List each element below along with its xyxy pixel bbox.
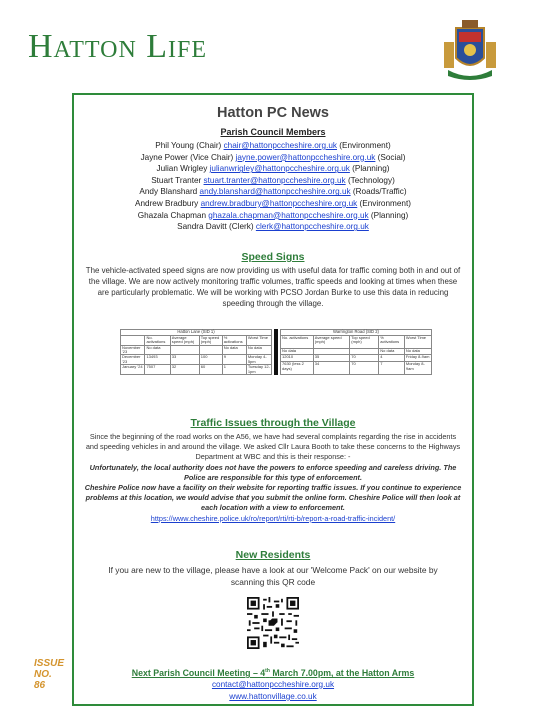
meeting-footer	[74, 665, 472, 703]
member-email-link[interactable]: chair@hattonpccheshire.org.uk	[223, 141, 338, 150]
new-residents-text: If you are new to the village, please have a look at our 'Welcome Pack' on our website by scanning this QR code	[108, 565, 438, 587]
table-warrington-road: Warrington Road (SID 2) No. activations Average speed (mph) Top speed (mph) % activations Worst Time No data No data No data 12010 35 70 4 Friday 8-9am 7630 (less 2 days) 34 70 7 Monday 8-9am	[280, 329, 432, 375]
police-report-link[interactable]: https://www.cheshire.police.uk/ro/report/rti/rti-b/report-a-road-traffic-incident/	[150, 513, 396, 523]
member-row: Jayne Power (Vice Chair) jayne.power@hattonpccheshire.org.uk (Social)	[140, 152, 406, 162]
content-frame	[72, 93, 474, 706]
table-row: 12010 35 70 4 Friday 8-9am	[281, 355, 432, 362]
new-residents-title: New Residents	[235, 549, 311, 561]
member-row: Stuart Tranter stuart.tranter@hattonpccheshire.org.uk (Technology)	[151, 175, 395, 185]
member-email-link[interactable]: jayne.power@hattonpccheshire.org.uk	[235, 152, 376, 162]
table-divider	[274, 329, 278, 375]
member-row: Ghazala Chapman ghazala.chapman@hattonpccheshire.org.uk (Planning)	[137, 210, 409, 220]
table-row: 7630 (less 2 days) 34 70 7 Monday 8-9am	[281, 362, 432, 375]
table-row: No data No data No data	[281, 348, 432, 355]
member-row: Andy Blanshard andy.blanshard@hattonpccheshire.org.uk (Roads/Traffic)	[139, 187, 407, 197]
member-email-link[interactable]: clerk@hattonpccheshire.org.uk	[255, 222, 369, 232]
parish-crest-icon	[442, 18, 498, 82]
member-row: Sandra Davitt (Clerk) clerk@hattonpccheshire.org.uk	[177, 222, 369, 232]
member-email-link[interactable]: andy.blanshard@hattonpccheshire.org.uk	[199, 187, 351, 197]
qr-code-icon[interactable]	[247, 597, 299, 649]
member-email-link[interactable]: stuart.tranter@hattonpccheshire.org.uk	[203, 175, 346, 185]
news-title: Hatton PC News	[217, 105, 329, 121]
speed-signs-title: Speed Signs	[241, 251, 305, 263]
members-title: Parish Council Members	[220, 127, 326, 137]
contact-email-link[interactable]: contact@hattonpccheshire.org.uk	[211, 679, 335, 689]
member-email-link[interactable]: ghazala.chapman@hattonpccheshire.org.uk	[208, 210, 369, 220]
issue-number: ISSUE NO. 86	[34, 658, 65, 691]
speed-data-tables	[120, 329, 432, 375]
website-link[interactable]: www.hattonvillage.co.uk	[229, 691, 317, 701]
traffic-issues-text: Since the beginning of the road works on the A56, we have had several complaints regarding the rise in accidents and speeding vehicles in and around the village. We asked Cllr Laura Booth to take these concerns to the Highways Department at WBC and this is their response: - Unfortunately, the local authority does not have the powers to enforce speeding and careless driving. The Police are responsible for this type of enforcement. Cheshire Police now have a facility on their website for reporting traffic issues. If you continue to experience problems at this location, we would advise that you submit the online form. Cheshire Police will then look at each location with a view to enforcement. https://www.cheshire.police.uk/ro/report/rti/rti-b/report-a-road-traffic-incident/	[84, 432, 462, 523]
table-header-row: No. activations Average speed (mph) Top speed (mph) % activations Worst Time	[121, 335, 272, 345]
table-row: November '23 No data No data No data	[121, 345, 272, 355]
member-email-link[interactable]: julianwrigley@hattonpccheshire.org.uk	[209, 164, 350, 174]
members-list	[74, 140, 472, 233]
member-email-link[interactable]: andrew.bradbury@hattonpccheshire.org.uk	[200, 198, 358, 208]
traffic-issues-title: Traffic Issues through the Village	[190, 417, 356, 429]
table-row: December '23 13493 33 100 9 Monday 4-5pm	[121, 355, 272, 365]
member-row: Julian Wrigley julianwrigley@hattonpccheshire.org.uk (Planning)	[156, 164, 390, 174]
member-row: Phil Young (Chair) chair@hattonpccheshire.org.uk (Environment)	[155, 141, 391, 150]
meeting-notice: Next Parish Council Meeting – 4th March 7.00pm, at the Hatton Arms	[131, 667, 415, 678]
table-header-row: No. activations Average speed (mph) Top speed (mph) % activations Worst Time	[281, 336, 432, 349]
table-hatton-lane: Hatton Lane (SID 1) No. activations Average speed (mph) Top speed (mph) % activations Worst Time November '23 No data No data No data December '23 13493 33 100 9 Monday 4-5pm January '24 7507 32 60 1 Tuesday 12-1pm	[120, 329, 272, 375]
table-row: January '24 7507 32 60 1 Tuesday 12-1pm	[122, 364, 270, 374]
member-row: Andrew Bradbury andrew.bradbury@hattonpccheshire.org.uk (Environment)	[135, 198, 411, 208]
masthead-title: Hatton Life	[28, 28, 208, 65]
speed-signs-text: The vehicle-activated speed signs are now providing us with useful data for traffic coming both in and out of the village. We are now actively monitoring traffic volumes, traffic speeds and looking at times when these are particularly problematic. We will be working with PCSO Jordan Burke to use this data in reducing speeding through the village.	[85, 266, 461, 308]
